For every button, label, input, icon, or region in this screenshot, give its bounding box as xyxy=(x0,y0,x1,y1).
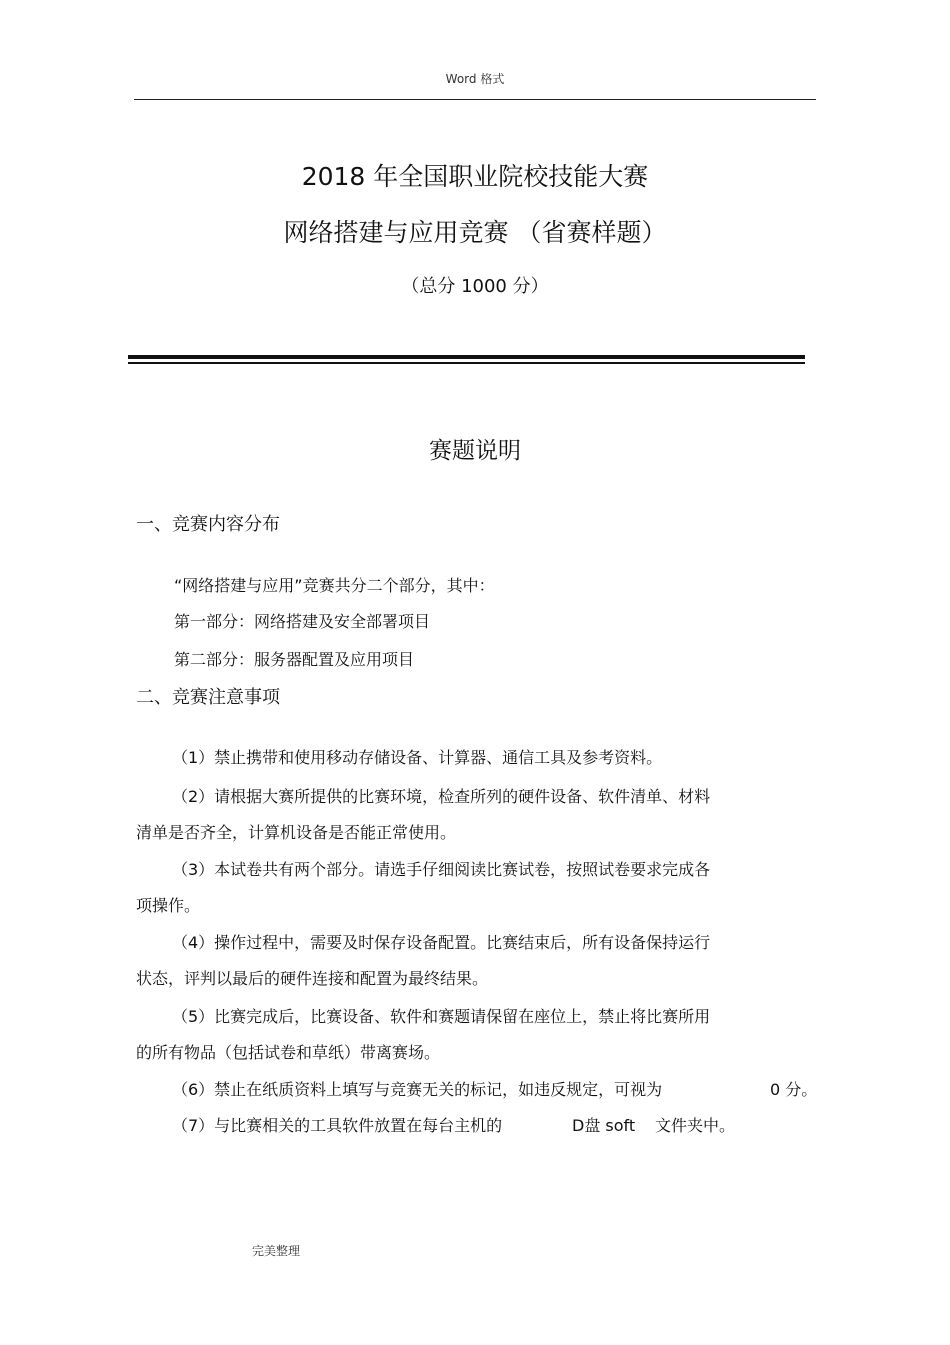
rule-2-line-2: 清单是否齐全，计算机设备是否能正常使用。 xyxy=(136,823,457,842)
page-header: Word 格式 xyxy=(445,72,505,86)
rule-7-text: （7）与比赛相关的工具软件放置在每台主机的 xyxy=(172,1116,503,1135)
document-title: 2018 年全国职业院校技能大赛 xyxy=(301,162,649,191)
rule-7-folder: 文件夹中。 xyxy=(655,1116,736,1135)
document-subtitle: 网络搭建与应用竞赛 （省赛样题） xyxy=(283,218,667,247)
title-divider-thin xyxy=(128,362,805,364)
rule-6-text: （6）禁止在纸质资料上填写与竞赛无关的标记，如违反规定，可视为 xyxy=(172,1080,663,1099)
page-footer: 完美整理 xyxy=(252,1244,301,1258)
part1-heading: 一、竞赛内容分布 xyxy=(136,514,280,535)
rule-5-line-1: （5）比赛完成后，比赛设备、软件和赛题请保留在座位上，禁止将比赛所用 xyxy=(172,1007,711,1026)
rule-3-line-2: 项操作。 xyxy=(136,896,201,915)
rule-4-line-2: 状态，评判以最后的硬件连接和配置为最终结果。 xyxy=(136,969,489,988)
rule-7-drive: D盘 soft xyxy=(572,1116,636,1135)
part1-item-1: 第一部分：网络搭建及安全部署项目 xyxy=(174,612,431,631)
header-divider xyxy=(134,99,816,100)
section-heading: 赛题说明 xyxy=(429,438,521,464)
rule-4-line-1: （4）操作过程中，需要及时保存设备配置。比赛结束后，所有设备保持运行 xyxy=(172,933,711,952)
part2-heading: 二、竞赛注意事项 xyxy=(136,687,280,708)
rule-1: （1）禁止携带和使用移动存储设备、计算器、通信工具及参考资料。 xyxy=(172,748,663,767)
part1-item-2: 第二部分：服务器配置及应用项目 xyxy=(174,650,415,669)
rule-5-line-2: 的所有物品（包括试卷和草纸）带离赛场。 xyxy=(136,1043,441,1062)
rule-6-score: 0 分。 xyxy=(770,1080,818,1099)
part1-intro: “网络搭建与应用”竞赛共分二个部分，其中： xyxy=(174,576,495,595)
total-score: （总分 1000 分） xyxy=(401,276,549,297)
rule-2-line-1: （2）请根据大赛所提供的比赛环境，检查所列的硬件设备、软件清单、材料 xyxy=(172,787,711,806)
title-divider-thick xyxy=(128,355,805,359)
rule-3-line-1: （3）本试卷共有两个部分。请选手仔细阅读比赛试卷，按照试卷要求完成各 xyxy=(172,860,711,879)
